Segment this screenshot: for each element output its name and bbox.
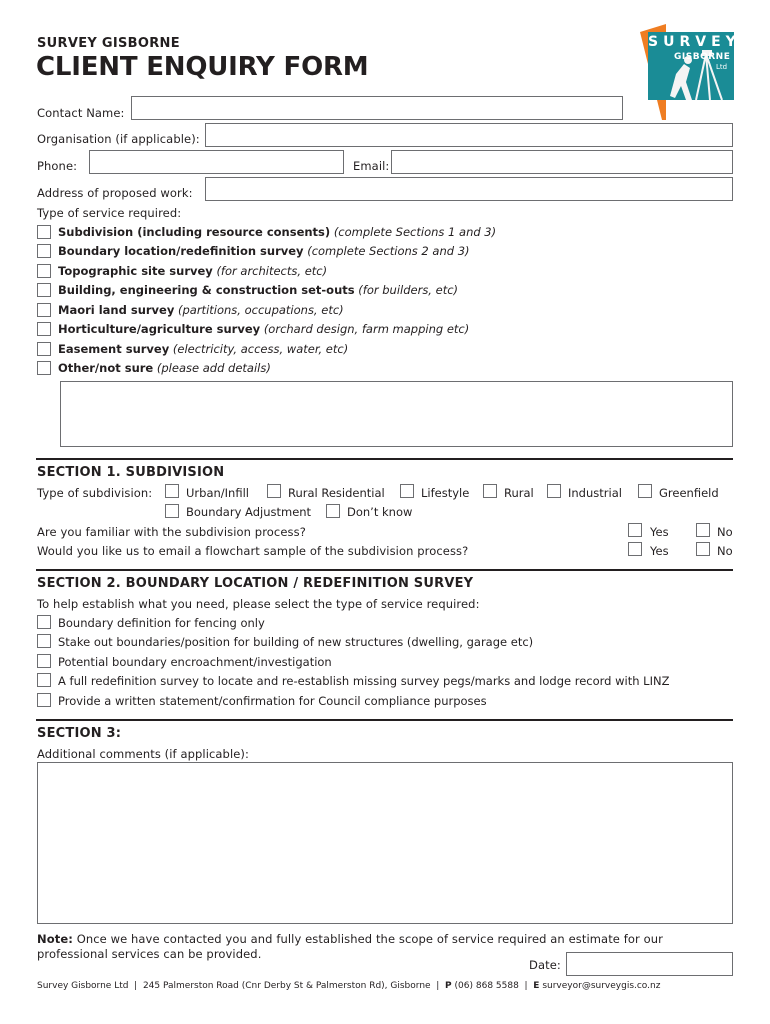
subdivision-option-checkbox[interactable] [483,484,497,498]
service-checkbox[interactable] [37,244,51,258]
section-divider [36,569,733,571]
service-checkbox[interactable] [37,342,51,356]
subdivision-option-checkbox[interactable] [326,504,340,518]
phone-input[interactable] [89,150,344,174]
yes-label: Yes [650,544,669,558]
note-text: Note: Once we have contacted you and fully established the scope of service required an estimate for our professional services can be provided. [37,932,663,961]
service-item: Easement survey (electricity, access, water, etc) [58,342,349,356]
service-checkbox[interactable] [37,303,51,317]
date-input[interactable] [566,952,733,976]
page-title: CLIENT ENQUIRY FORM [36,52,369,82]
subdivision-type-label: Type of subdivision: [37,486,153,500]
no-label: No [717,525,733,539]
organisation-input[interactable] [205,123,733,147]
subdivision-option: Boundary Adjustment [186,505,312,519]
section-divider [36,458,733,460]
email-label: Email: [353,159,390,173]
company-logo [636,24,741,120]
email-input[interactable] [391,150,733,174]
flowchart-no-checkbox[interactable] [696,542,710,556]
service-checkbox[interactable] [37,361,51,375]
subdivision-option-checkbox[interactable] [165,504,179,518]
flowchart-question: Would you like us to email a flowchart sample of the subdivision process? [37,544,469,558]
comments-textarea[interactable] [37,762,733,924]
service-item: Building, engineering & construction set-outs (for builders, etc) [58,283,459,297]
section2-title: SECTION 2. BOUNDARY LOCATION / REDEFINITION SURVEY [37,576,474,591]
service-checkbox[interactable] [37,322,51,336]
service-checkbox[interactable] [37,283,51,297]
date-label: Date: [529,958,561,972]
contact-name-label: Contact Name: [37,106,125,120]
boundary-option-checkbox[interactable] [37,693,51,707]
boundary-option: A full redefinition survey to locate and re-establish missing survey pegs/marks and lodge record with LINZ [58,674,670,688]
company-name: SURVEY GISBORNE [37,36,180,51]
subdivision-option-checkbox[interactable] [267,484,281,498]
subdivision-option-checkbox[interactable] [400,484,414,498]
no-label: No [717,544,733,558]
section3-title: SECTION 3: [37,726,122,741]
service-item: Boundary location/redefinition survey (complete Sections 2 and 3) [58,244,470,258]
subdivision-option: Rural [504,486,534,500]
phone-label: Phone: [37,159,78,173]
flowchart-yes-checkbox[interactable] [628,542,642,556]
service-item: Other/not sure (please add details) [58,361,271,375]
service-checkbox[interactable] [37,225,51,239]
boundary-option: Potential boundary encroachment/investigation [58,655,332,669]
logo-word-ltd: Ltd [716,63,728,71]
logo-word-gisborne: GISBORNE [674,52,731,62]
subdivision-option: Lifestyle [421,486,470,500]
subdivision-option: Industrial [568,486,622,500]
address-input[interactable] [205,177,733,201]
subdivision-option-checkbox[interactable] [165,484,179,498]
boundary-option-checkbox[interactable] [37,615,51,629]
subdivision-option-checkbox[interactable] [547,484,561,498]
boundary-option-checkbox[interactable] [37,654,51,668]
familiar-question: Are you familiar with the subdivision process? [37,525,306,539]
subdivision-option: Don’t know [347,505,413,519]
service-item: Topographic site survey (for architects, etc) [58,264,328,278]
organisation-label: Organisation (if applicable): [37,132,200,146]
boundary-option-checkbox[interactable] [37,673,51,687]
familiar-no-checkbox[interactable] [696,523,710,537]
other-details-textarea[interactable] [60,381,733,447]
boundary-option: Stake out boundaries/position for building of new structures (dwelling, garage etc) [58,635,534,649]
contact-name-input[interactable] [131,96,623,120]
service-type-label: Type of service required: [37,206,182,220]
section1-title: SECTION 1. SUBDIVISION [37,465,225,480]
yes-label: Yes [650,525,669,539]
footer: Survey Gisborne Ltd | 245 Palmerston Road (Cnr Derby St & Palmerston Rd), Gisborne | P (06) 868 5588 | E surveyor@surveygis.co.nz [37,981,661,991]
logo-word-survey: SURVEY [648,34,741,50]
service-item: Horticulture/agriculture survey (orchard design, farm mapping etc) [58,322,470,336]
service-checkbox[interactable] [37,264,51,278]
section2-intro: To help establish what you need, please select the type of service required: [37,597,480,611]
comments-label: Additional comments (if applicable): [37,747,249,761]
service-item: Maori land survey (partitions, occupations, etc) [58,303,344,317]
familiar-yes-checkbox[interactable] [628,523,642,537]
section-divider [36,719,733,721]
boundary-option: Provide a written statement/confirmation for Council compliance purposes [58,694,487,708]
subdivision-option-checkbox[interactable] [638,484,652,498]
subdivision-option: Rural Residential [288,486,385,500]
subdivision-option: Greenfield [659,486,719,500]
subdivision-option: Urban/Infill [186,486,249,500]
boundary-option: Boundary definition for fencing only [58,616,265,630]
note-label: Note: [37,932,73,946]
address-label: Address of proposed work: [37,186,193,200]
service-item: Subdivision (including resource consents) (complete Sections 1 and 3) [58,225,497,239]
boundary-option-checkbox[interactable] [37,634,51,648]
